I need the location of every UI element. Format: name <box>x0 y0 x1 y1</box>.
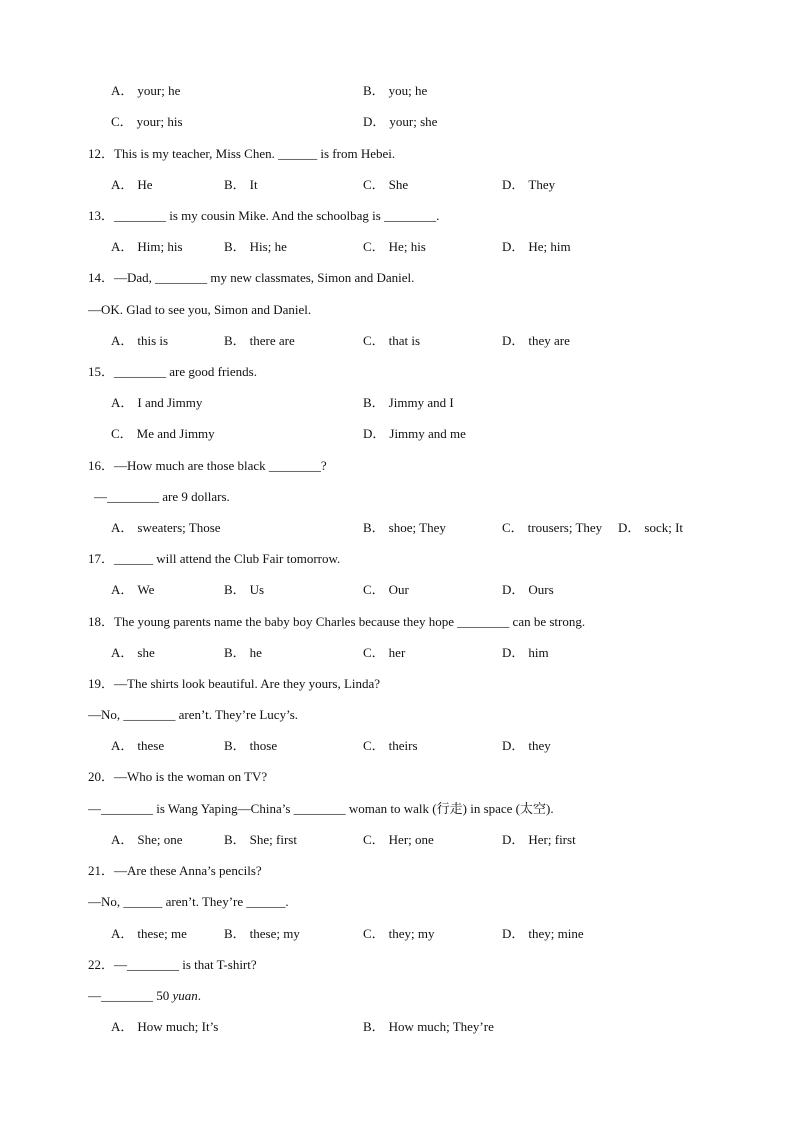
q15-stem: 15．________ are good friends. <box>88 364 257 379</box>
q12-stem: 12．This is my teacher, Miss Chen. ______ is from Hebei. <box>88 146 396 161</box>
q16-option-a[interactable]: A． sweaters; Those <box>111 520 221 535</box>
q19-option-b[interactable]: B． those <box>224 738 278 753</box>
q22-option-a[interactable]: A． How much; It’s <box>111 1019 219 1034</box>
q19-option-d[interactable]: D． they <box>502 738 551 753</box>
q12-option-a[interactable]: A． He <box>111 177 153 192</box>
q21-stem: 21．—Are these Anna’s pencils? <box>88 863 262 878</box>
q20-option-c[interactable]: C． Her; one <box>363 832 434 847</box>
q19-dialogue-line: —No, ________ aren’t. They’re Lucy’s. <box>88 707 298 722</box>
q18-option-a[interactable]: A． she <box>111 645 155 660</box>
q22-stem: 22．—________ is that T-shirt? <box>88 957 257 972</box>
q13-option-c[interactable]: C． He; his <box>363 239 426 254</box>
q11-option-d[interactable]: D． your; she <box>363 114 438 129</box>
q14-option-d[interactable]: D． they are <box>502 333 570 348</box>
q20-dialogue-line: —________ is Wang Yaping—China’s ________ woman to walk (行走) in space (太空). <box>88 801 554 816</box>
q15-option-a[interactable]: A． I and Jimmy <box>111 395 203 410</box>
q11-option-c[interactable]: C． your; his <box>111 114 183 129</box>
q14-option-b[interactable]: B． there are <box>224 333 295 348</box>
q14-stem: 14．—Dad, ________ my new classmates, Simon and Daniel. <box>88 270 415 285</box>
q21-option-b[interactable]: B． these; my <box>224 926 300 941</box>
q15-option-b[interactable]: B． Jimmy and I <box>363 395 454 410</box>
q22-italic-word: yuan <box>172 988 198 1003</box>
q17-option-b[interactable]: B． Us <box>224 582 265 597</box>
q20-option-a[interactable]: A． She; one <box>111 832 183 847</box>
q22-option-b[interactable]: B． How much; They’re <box>363 1019 494 1034</box>
q17-stem: 17．______ will attend the Club Fair tomorrow. <box>88 551 341 566</box>
q16-dialogue-line: —________ are 9 dollars. <box>94 489 230 504</box>
q17-option-a[interactable]: A． We <box>111 582 155 597</box>
q12-option-b[interactable]: B． It <box>224 177 258 192</box>
q18-option-d[interactable]: D． him <box>502 645 549 660</box>
q18-option-b[interactable]: B． he <box>224 645 262 660</box>
q13-stem: 13．________ is my cousin Mike. And the schoolbag is ________. <box>88 208 440 223</box>
q21-option-a[interactable]: A． these; me <box>111 926 187 941</box>
q16-option-d[interactable]: D． sock; It <box>618 520 684 535</box>
q18-option-c[interactable]: C． her <box>363 645 406 660</box>
q20-stem: 20．—Who is the woman on TV? <box>88 769 268 784</box>
q21-dialogue-line: —No, ______ aren’t. They’re ______. <box>88 894 289 909</box>
q20-option-d[interactable]: D． Her; first <box>502 832 576 847</box>
q18-stem: 18．The young parents name the baby boy Charles because they hope ________ can be strong. <box>88 614 586 629</box>
q11-option-b[interactable]: B． you; he <box>363 83 428 98</box>
q11-option-a[interactable]: A． your; he <box>111 83 181 98</box>
q17-option-d[interactable]: D． Ours <box>502 582 554 597</box>
q19-stem: 19．—The shirts look beautiful. Are they yours, Linda? <box>88 676 381 691</box>
q14-option-c[interactable]: C． that is <box>363 333 421 348</box>
q20-option-b[interactable]: B． She; first <box>224 832 297 847</box>
q16-stem: 16．—How much are those black ________? <box>88 458 327 473</box>
q16-option-c[interactable]: C． trousers; They <box>502 520 603 535</box>
q21-option-c[interactable]: C． they; my <box>363 926 435 941</box>
q15-option-c[interactable]: C． Me and Jimmy <box>111 426 215 441</box>
q13-option-b[interactable]: B． His; he <box>224 239 287 254</box>
q19-option-c[interactable]: C． theirs <box>363 738 418 753</box>
q21-option-d[interactable]: D． they; mine <box>502 926 584 941</box>
q13-option-d[interactable]: D． He; him <box>502 239 571 254</box>
q19-option-a[interactable]: A． these <box>111 738 165 753</box>
q12-option-c[interactable]: C． She <box>363 177 409 192</box>
q16-option-b[interactable]: B． shoe; They <box>363 520 446 535</box>
q14-dialogue-line: —OK. Glad to see you, Simon and Daniel. <box>88 302 312 317</box>
q17-option-c[interactable]: C． Our <box>363 582 409 597</box>
q15-option-d[interactable]: D． Jimmy and me <box>363 426 466 441</box>
q14-option-a[interactable]: A． this is <box>111 333 169 348</box>
q22-dialogue-line: —________ 50 yuan. <box>88 988 202 1003</box>
q12-option-d[interactable]: D． They <box>502 177 556 192</box>
q13-option-a[interactable]: A． Him; his <box>111 239 183 254</box>
